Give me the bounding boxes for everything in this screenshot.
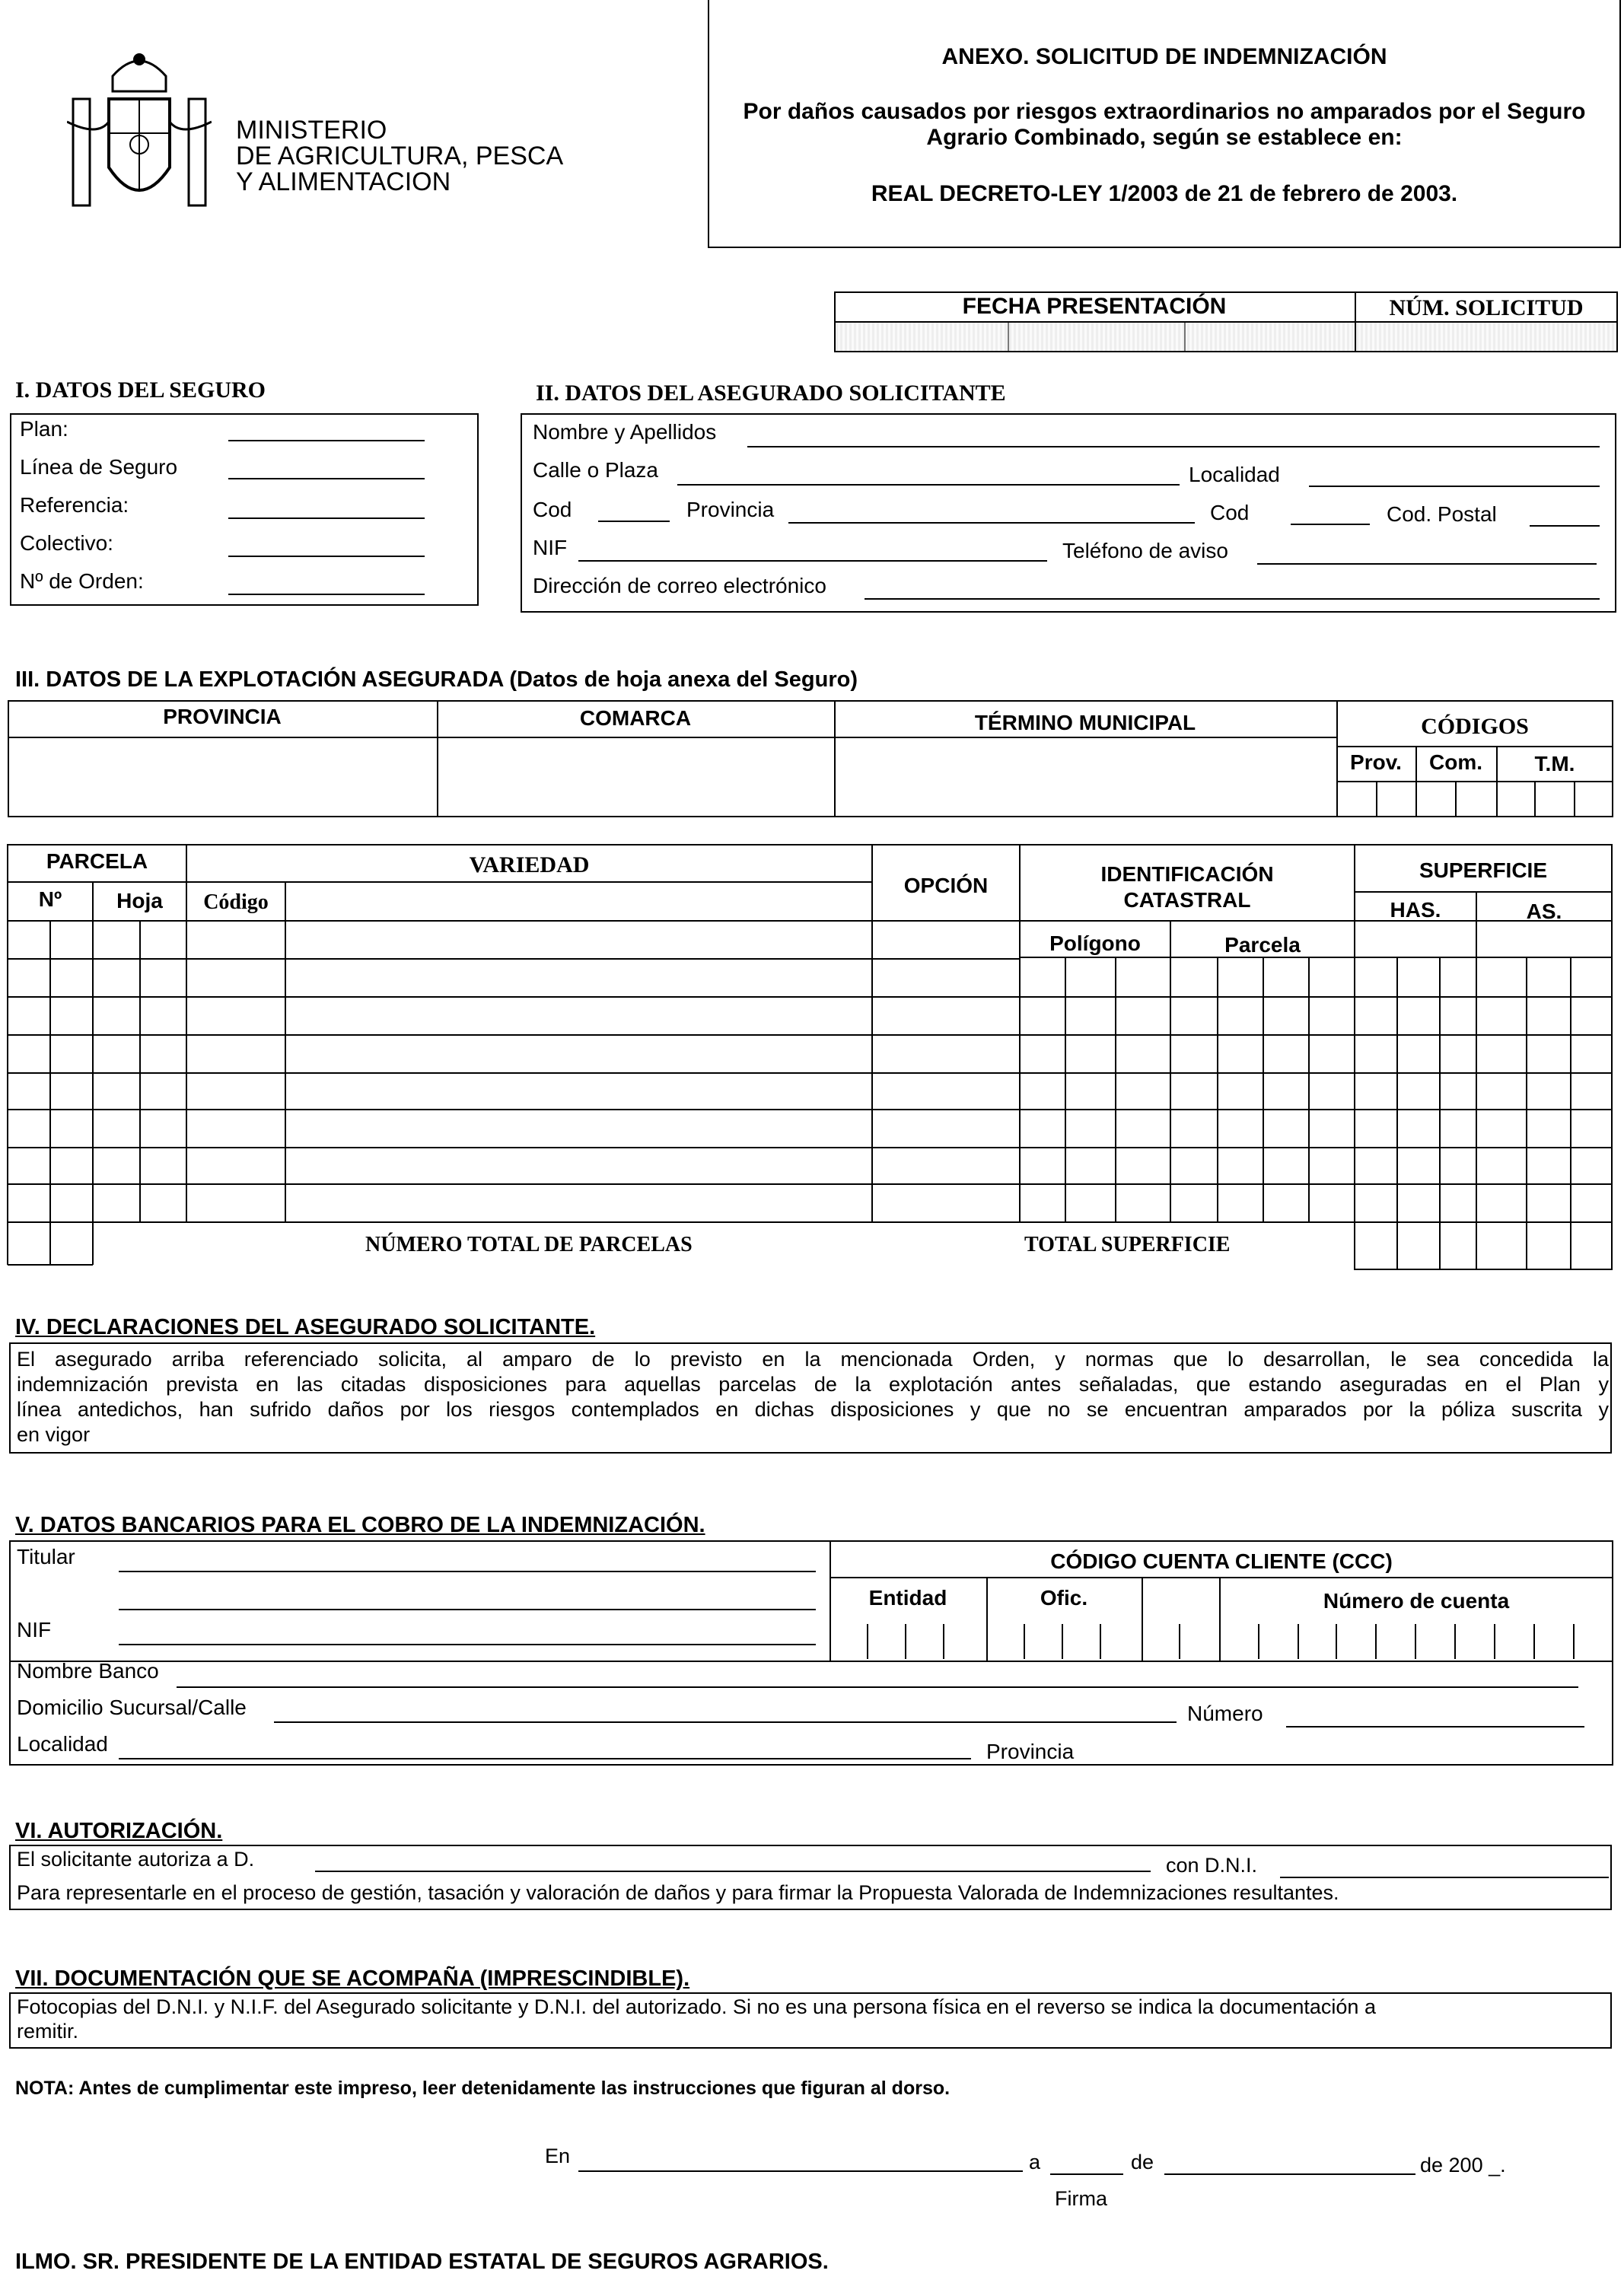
declaracion-line: El asegurado arriba referenciado solicita, al amparo de lo previsto en la mencionada Orden, y normas que lo desarrollan, le sea concedida la <box>17 1348 1609 1371</box>
section-iii-title: III. DATOS DE LA EXPLOTACIÓN ASEGURADA (Datos de hoja anexa del Seguro) <box>15 667 858 692</box>
termino-municipal-header: TÉRMINO MUNICIPAL <box>974 711 1196 734</box>
cod2-label: Cod <box>1210 501 1250 524</box>
linea-seguro-label: Línea de Seguro <box>20 455 178 479</box>
hoja-header: Hoja <box>116 889 163 912</box>
nif-input[interactable] <box>578 560 1047 562</box>
identificacion-line: IDENTIFICACIÓN <box>1100 862 1274 886</box>
en-label: En <box>545 2145 571 2167</box>
opcion-header: OPCIÓN <box>903 874 989 897</box>
firma-label: Firma <box>1055 2187 1107 2210</box>
autorizacion-text: Para representarle en el proceso de gestión, tasación y valoración de daños y para firmar la Propuesta Valorada de Indemnizaciones resultantes. <box>17 1881 1339 1904</box>
nombre-banco-input[interactable] <box>177 1686 1578 1688</box>
poligono-header: Polígono <box>1049 931 1141 955</box>
email-input[interactable] <box>865 598 1600 600</box>
superficie-header: SUPERFICIE <box>1419 858 1548 882</box>
calle-label: Calle o Plaza <box>533 458 658 482</box>
comarca-cell[interactable] <box>438 738 833 816</box>
coat-of-arms-logo <box>67 46 212 221</box>
bank-nif-input[interactable] <box>119 1644 816 1645</box>
ccc-digit-boxes[interactable] <box>830 1621 1613 1661</box>
identificacion-header <box>1020 861 1355 913</box>
num-orden-input[interactable] <box>228 594 425 595</box>
mes-input[interactable] <box>1164 2173 1415 2175</box>
section-v-title: V. DATOS BANCARIOS PARA EL COBRO DE LA INDEMNIZACIÓN. <box>15 1513 705 1537</box>
has-header: HAS. <box>1390 898 1441 922</box>
cod1-label: Cod <box>533 498 572 521</box>
domicilio-label: Domicilio Sucursal/Calle <box>17 1696 247 1719</box>
variedad-header: VARIEDAD <box>469 852 590 877</box>
cod-postal-label: Cod. Postal <box>1387 502 1497 526</box>
form-subtitle <box>708 99 1621 151</box>
dni-input[interactable] <box>1280 1877 1609 1878</box>
domicilio-input[interactable] <box>274 1721 1177 1723</box>
autoriza-label: El solicitante autoriza a D. <box>17 1848 255 1871</box>
documentacion-text-1: Fotocopias del D.N.I. y N.I.F. del Asegurado solicitante y D.N.I. del autorizado. Si no es una persona física en el reverso se indica la documentación a <box>17 1995 1376 2018</box>
ministry-line: Y ALIMENTACION <box>236 167 451 196</box>
bank-nif-label: NIF <box>17 1618 52 1642</box>
plan-input[interactable] <box>228 440 425 441</box>
nombre-banco-label: Nombre Banco <box>17 1659 159 1683</box>
referencia-input[interactable] <box>228 517 425 519</box>
catastral-line: CATASTRAL <box>1123 888 1251 912</box>
numero-cuenta-header: Número de cuenta <box>1323 1589 1510 1613</box>
section-vii-title: VII. DOCUMENTACIÓN QUE SE ACOMPAÑA (IMPRESCINDIBLE). <box>15 1966 690 1991</box>
titular-input-1[interactable] <box>119 1571 816 1572</box>
titular-label: Titular <box>17 1545 75 1568</box>
numero-label: Número <box>1187 1702 1263 1725</box>
referencia-label: Referencia: <box>20 493 129 517</box>
provincia-cell[interactable] <box>9 738 435 816</box>
bank-localidad-input[interactable] <box>119 1758 971 1759</box>
de-200-label: de 200 _. <box>1420 2154 1506 2177</box>
entidad-header: Entidad <box>868 1586 947 1610</box>
colectivo-input[interactable] <box>228 556 425 557</box>
ccc-header: CÓDIGO CUENTA CLIENTE (CCC) <box>1050 1549 1393 1573</box>
tm-header: T.M. <box>1534 752 1575 775</box>
cod2-input[interactable] <box>1291 524 1370 525</box>
parcela-catastral-header: Parcela <box>1224 933 1301 957</box>
subtitle-line: Por daños causados por riesgos extraordinarios no amparados por el Seguro <box>743 99 1586 124</box>
titular-input-2[interactable] <box>119 1609 816 1610</box>
localidad-input[interactable] <box>1309 486 1600 487</box>
ministry-line: MINISTERIO <box>236 116 387 145</box>
documentacion-text-2: remitir. <box>17 2020 78 2043</box>
num-solicitud-field[interactable] <box>1356 323 1616 351</box>
ministry-name <box>236 117 563 195</box>
footer-addressee: ILMO. SR. PRESIDENTE DE LA ENTIDAD ESTATAL DE SEGUROS AGRARIOS. <box>15 2250 829 2274</box>
bank-localidad-label: Localidad <box>17 1732 108 1756</box>
total-superficie-label: TOTAL SUPERFICIE <box>1024 1233 1231 1256</box>
nota-text: NOTA: Antes de cumplimentar este impreso, leer detenidamente las instrucciones que figuran al dorso. <box>15 2078 951 2099</box>
bank-provincia-label: Provincia <box>986 1740 1075 1763</box>
dni-label: con D.N.I. <box>1166 1854 1258 1877</box>
de-label: de <box>1131 2151 1154 2173</box>
colectivo-label: Colectivo: <box>20 531 113 555</box>
ministry-line: DE AGRICULTURA, PESCA <box>236 142 564 170</box>
nombre-input[interactable] <box>747 446 1600 447</box>
cod-postal-input[interactable] <box>1530 525 1600 527</box>
declaraciones-text <box>17 1347 1609 1447</box>
fecha-field[interactable] <box>836 323 1353 351</box>
fecha-presentacion-label: FECHA PRESENTACIÓN <box>962 294 1227 319</box>
plan-label: Plan: <box>20 417 68 441</box>
a-label: a <box>1029 2151 1041 2173</box>
email-label: Dirección de correo electrónico <box>533 574 826 597</box>
telefono-label: Teléfono de aviso <box>1062 539 1228 562</box>
dia-input[interactable] <box>1050 2173 1123 2175</box>
provincia-input[interactable] <box>788 522 1195 524</box>
bank-provincia-input[interactable] <box>1093 1764 1575 1766</box>
declaracion-line: indemnización prevista en las citadas disposiciones para aquellas parcelas de la explotación antes señaladas, que estando aseguradas en el Plan y <box>17 1373 1609 1396</box>
oficina-header: Ofic. <box>1040 1586 1088 1610</box>
n-header: Nº <box>38 887 62 911</box>
subtitle-line: Agrario Combinado, según se establece en: <box>926 125 1403 150</box>
as-header: AS. <box>1526 900 1562 923</box>
telefono-input[interactable] <box>1257 563 1597 565</box>
localidad-label: Localidad <box>1189 463 1280 486</box>
autorizado-input[interactable] <box>315 1871 1151 1872</box>
section-iv-title: IV. DECLARACIONES DEL ASEGURADO SOLICITANTE. <box>15 1315 596 1339</box>
termino-cell[interactable] <box>836 738 1335 816</box>
section-ii-title: II. DATOS DEL ASEGURADO SOLICITANTE <box>536 381 1006 406</box>
comarca-header: COMARCA <box>579 706 692 730</box>
section-i-title: I. DATOS DEL SEGURO <box>15 377 266 403</box>
numero-input[interactable] <box>1286 1726 1584 1728</box>
declaracion-line: en vigor <box>17 1423 91 1446</box>
prov-header: Prov. <box>1350 750 1402 774</box>
declaracion-line: línea antedichos, han sufrido daños por los riesgos contemplados en dichas disposiciones y que no se encuentran amparados por la póliza suscrita y <box>17 1398 1609 1421</box>
codigos-header: CÓDIGOS <box>1421 714 1529 739</box>
codigo-header: Código <box>203 890 269 914</box>
num-orden-label: Nº de Orden: <box>20 569 144 593</box>
cod1-input[interactable] <box>598 521 670 522</box>
nombre-label: Nombre y Apellidos <box>533 420 717 444</box>
num-solicitud-label: NÚM. SOLICITUD <box>1389 295 1584 320</box>
section-vi-title: VI. AUTORIZACIÓN. <box>15 1819 223 1843</box>
provincia-header: PROVINCIA <box>163 705 282 728</box>
linea-seguro-input[interactable] <box>228 478 425 479</box>
total-parcelas-label: NÚMERO TOTAL DE PARCELAS <box>365 1233 693 1256</box>
form-title: ANEXO. SOLICITUD DE INDEMNIZACIÓN <box>941 44 1387 69</box>
lugar-input[interactable] <box>578 2170 1023 2172</box>
calle-input[interactable] <box>677 484 1180 486</box>
provincia-label: Provincia <box>686 498 775 521</box>
com-header: Com. <box>1429 750 1482 774</box>
decree-reference: REAL DECRETO-LEY 1/2003 de 21 de febrero de 2003. <box>871 181 1458 206</box>
parcela-header: PARCELA <box>46 849 148 873</box>
nif-label: NIF <box>533 536 568 559</box>
